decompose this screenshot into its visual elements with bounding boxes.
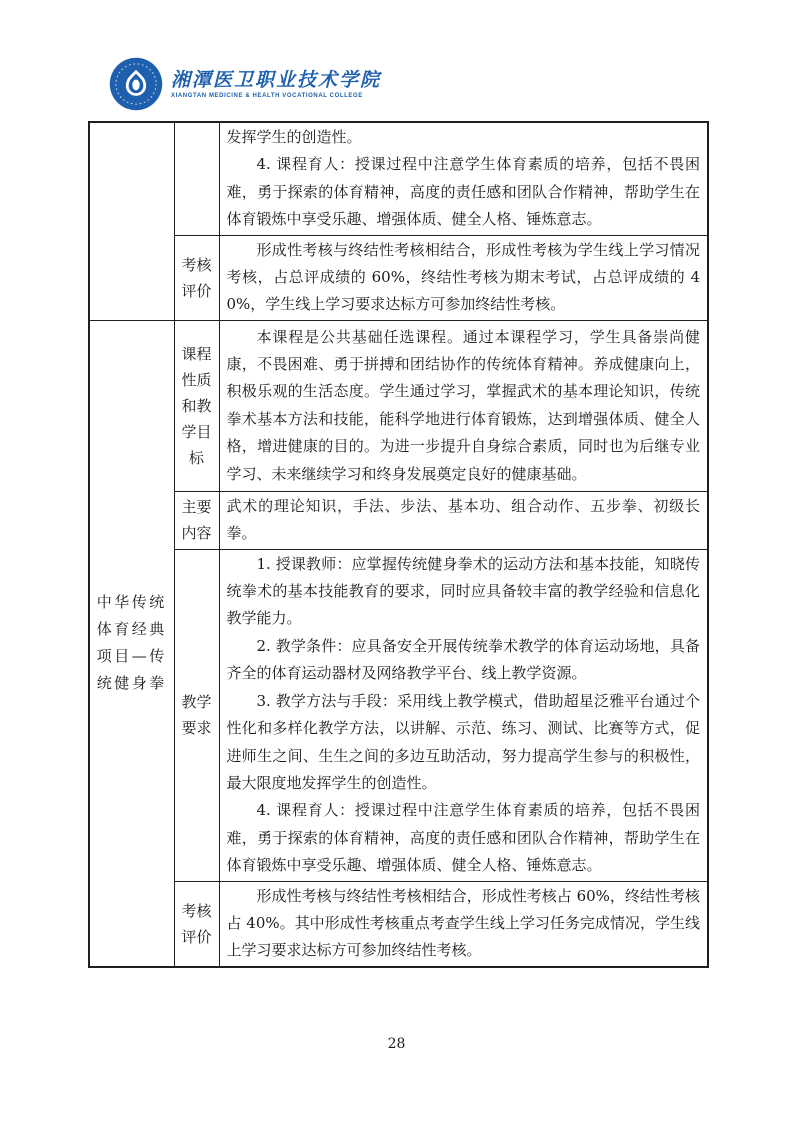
course-table <box>88 121 709 968</box>
content-cell-course-nature-objectives <box>219 320 708 491</box>
paragraph: 本课程是公共基础任选课程。通过本课程学习，学生具备崇尚健康，不畏困难、勇于拼搏和团结协作的传统体育精神。养成健康向上，积极乐观的生活态度。学生通过学习，掌握武术的基本理论知识，传统拳术基本方法和技能，能科学地进行体育锻炼，达到增强体质、健全人格，增进健康的目的。为进一步提升自身综合素质，同时也为后继专业学习、未来继续学习和终身发展奠定良好的健康基础。 <box>226 327 700 483</box>
row-label-empty <box>174 122 219 235</box>
paragraph: 1. 授课教师：应掌握传统健身拳术的运动方法和基本技能，知晓传统拳术的基本技能教育的要求，同时应具备较丰富的教学经验和信息化教学能力。 <box>226 554 700 628</box>
table-row <box>89 881 708 967</box>
content-cell-assessment-2 <box>219 881 708 967</box>
paragraph: 4. 课程育人：授课过程中注意学生体育素质的培养，包括不畏困难，勇于探索的体育精神，高度的责任感和团队合作精神，帮助学生在体育锻炼中享受乐趣、增强体质、健全人格、锤炼意志。 <box>226 801 700 875</box>
college-name-zh: 湘潭医卫职业技术学院 <box>171 69 382 91</box>
paragraph: 3. 教学方法与手段：采用线上教学模式，借助超星泛雅平台通过个性化和多样化教学方法，以讲解、示范、练习、测试、比赛等方式，促进师生之间、生生之间的多边互助活动，努力提高学生参与的积极性，最大限度地发挥学生的创造性。 <box>226 691 700 792</box>
paragraph: 发挥学生的创造性。 <box>226 128 362 146</box>
row-label-assessment: 考核评价 <box>174 235 219 320</box>
paragraph: 形成性考核与终结性考核相结合，形成性考核为学生线上学习情况考核，占总评成绩的 60%，终结性考核为期末考试，占总评成绩的 40%，学生线上学习要求达标方可参加终结性考核。 <box>226 240 700 314</box>
table-row <box>89 549 708 881</box>
table-row <box>89 235 708 320</box>
content-cell-main-content <box>219 491 708 549</box>
college-logo <box>108 56 381 112</box>
content-cell-teaching-requirements-continued <box>219 122 708 235</box>
row-label-teaching-requirements: 教学要求 <box>174 549 219 881</box>
college-name-block <box>171 68 381 100</box>
row-label-course-nature-objectives: 课程性质和教学目标 <box>174 320 219 491</box>
row-label-assessment: 考核评价 <box>174 881 219 967</box>
page-number: 28 <box>387 1036 406 1052</box>
paragraph: 形成性考核与终结性考核相结合，形成性考核占 60%，终结性考核占 40%。其中形成性考核重点考查学生线上学习任务完成情况，学生线上学习要求达标方可参加终结性考核。 <box>226 886 700 960</box>
course-cell-traditional-fitness-boxing <box>89 320 174 966</box>
content-cell-assessment <box>219 235 708 320</box>
table-row <box>89 491 708 549</box>
college-name-en: XIANGTAN MEDICINE & HEALTH VOCATIONAL COLLEGE <box>171 93 363 99</box>
row-label-main-content: 主要内容 <box>174 491 219 549</box>
paragraph: 2. 教学条件：应具备安全开展传统拳术教学的体育运动场地，具备齐全的体育运动器材及网络教学平台、线上教学资源。 <box>226 636 700 683</box>
content-cell-teaching-requirements <box>219 549 708 881</box>
paragraph: 4. 课程育人：授课过程中注意学生体育素质的培养，包括不畏困难，勇于探索的体育精神，高度的责任感和团队合作精神，帮助学生在体育锻炼中享受乐趣、增强体质、健全人格、锤炼意志。 <box>226 155 700 229</box>
course-label: 中华传统体育经典项目—传统健身拳 <box>96 593 167 693</box>
paragraph: 武术的理论知识，手法、步法、基本功、组合动作、五步拳、初级长拳。 <box>226 496 700 543</box>
table-row <box>89 122 708 235</box>
course-cell-previous <box>89 122 174 320</box>
college-emblem-icon <box>108 56 164 112</box>
table-row <box>89 320 708 491</box>
